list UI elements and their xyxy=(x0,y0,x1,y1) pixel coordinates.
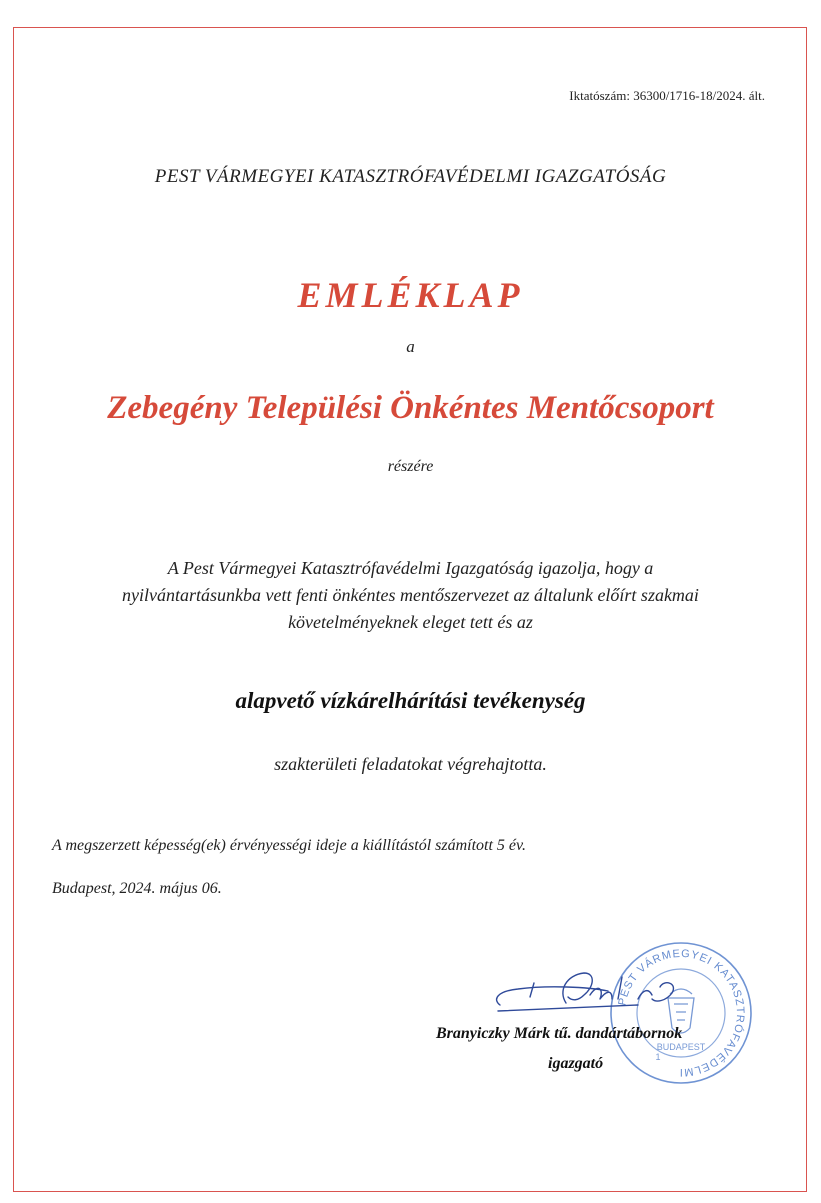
svg-text:BUDAPEST: BUDAPEST xyxy=(656,1042,706,1052)
certification-text xyxy=(0,555,821,636)
certification-line: A Pest Vármegyei Katasztrófavédelmi Igazgatóság igazolja, hogy a xyxy=(167,558,654,578)
recipient-name: Zebegény Települési Önkéntes Mentőcsoport xyxy=(107,390,714,426)
signer-role: igazgató xyxy=(548,1055,604,1072)
for-label: részére xyxy=(387,458,434,475)
activity-name: alapvető vízkárelhárítási tevékenység xyxy=(235,688,586,713)
validity-statement: A megszerzett képesség(ek) érvényességi ideje a kiállítástól számított 5 év. xyxy=(52,837,526,854)
registration-number: Iktatószám: 36300/1716-18/2024. ált. xyxy=(569,88,765,103)
signer-name: Branyiczky Márk tű. dandártábornok xyxy=(436,1025,683,1042)
preposition: a xyxy=(406,337,415,356)
tasks-line: szakterületi feladatokat végrehajtotta. xyxy=(274,754,547,774)
svg-text:1: 1 xyxy=(655,1052,661,1062)
svg-text:PEST VÁRMEGYEI KATASZTRÓFAVÉDE: PEST VÁRMEGYEI KATASZTRÓFAVÉDELMI xyxy=(616,947,747,1079)
place-and-date: Budapest, 2024. május 06. xyxy=(52,880,222,897)
document-title: EMLÉKLAP xyxy=(297,275,524,315)
certification-line: nyilvántartásunkba vett fenti önkéntes mentőszervezet az általunk előírt szakmai xyxy=(122,585,699,605)
handwritten-signature xyxy=(488,965,698,1025)
certification-line: követelményeknek eleget tett és az xyxy=(288,612,533,632)
issuer-name: PEST VÁRMEGYEI KATASZTRÓFAVÉDELMI IGAZGATÓSÁG xyxy=(154,166,667,187)
